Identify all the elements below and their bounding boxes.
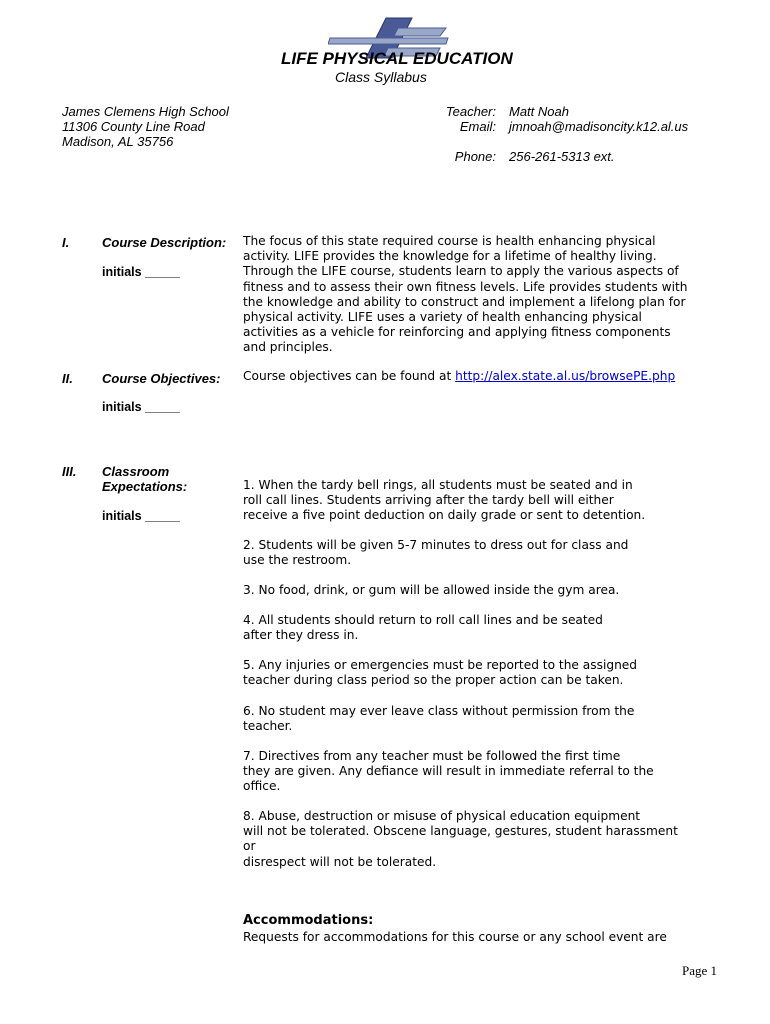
accommodations-heading: Accommodations: xyxy=(243,913,374,928)
section-3-label-line1: Classroom xyxy=(102,464,170,479)
rule-8: 8. Abuse, destruction or misuse of physical education equipment will not be tolerated. Obscene language, gestures, student harassment or disrespect will not be tolerated. xyxy=(243,809,678,869)
rule-2: 2. Students will be given 5-7 minutes to dress out for class and use the restroom. xyxy=(243,538,629,568)
school-street: 11306 County Line Road xyxy=(62,119,205,134)
teacher-name: Matt Noah xyxy=(509,104,569,119)
section-1-number: I. xyxy=(62,235,70,250)
teacher-phone: 256-261-5313 ext. xyxy=(509,149,615,164)
teacher-email: jmnoah@madisoncity.k12.al.us xyxy=(509,119,689,134)
section-1-label: Course Description: xyxy=(102,235,227,250)
school-name: James Clemens High School xyxy=(62,104,229,119)
rule-7: 7. Directives from any teacher must be followed the first time they are given. Any defiance will result in immediate referral to the office. xyxy=(243,749,654,794)
section-2-number: II. xyxy=(62,371,73,386)
course-description-text: The focus of this state required course is health enhancing physical activity. LIFE provides the knowledge for a lifetime of healthy living. Through the LIFE course, students learn to apply the various aspects of fitness and to assess their own fitness levels. Life provides students with the knowledge and ability to construct and implement a lifelong plan for physical activity. LIFE uses a variety of health enhancing physical activities as a vehicle for reinforcing and applying fitness components and principles. xyxy=(243,234,688,355)
rule-1: 1. When the tardy bell rings, all students must be seated and in roll call lines. Students arriving after the tardy bell will either receive a five point deduction on daily grade or sent to detention. xyxy=(243,478,646,523)
phone-label: Phone: xyxy=(454,149,496,164)
page-number: Page 1 xyxy=(682,963,718,978)
accommodations-text: Requests for accommodations for this course or any school event are xyxy=(243,930,667,944)
page-subtitle: Class Syllabus xyxy=(335,69,427,85)
rule-4: 4. All students should return to roll call lines and be seated after they dress in. xyxy=(243,613,603,643)
rule-6: 6. No student may ever leave class without permission from the teacher. xyxy=(243,704,635,734)
page-title: LIFE PHYSICAL EDUCATION xyxy=(281,49,513,68)
email-label: Email: xyxy=(459,119,496,134)
section-2-initials: initials _____ xyxy=(102,400,180,414)
section-3-number: III. xyxy=(62,464,77,479)
objectives-link[interactable]: http://alex.state.al.us/browsePE.php xyxy=(455,369,676,383)
section-3-initials: initials _____ xyxy=(102,509,180,523)
section-3-label-line2: Expectations: xyxy=(102,479,188,494)
school-city: Madison, AL 35756 xyxy=(62,134,174,149)
course-objectives-prefix: Course objectives can be found at xyxy=(243,369,456,383)
rule-5: 5. Any injuries or emergencies must be reported to the assigned teacher during class period so the proper action can be taken. xyxy=(243,658,638,688)
section-1-initials: initials _____ xyxy=(102,265,180,279)
course-objectives-text xyxy=(243,369,675,384)
section-2-label: Course Objectives: xyxy=(102,371,221,386)
rule-3: 3. No food, drink, or gum will be allowed inside the gym area. xyxy=(243,583,620,597)
teacher-label: Teacher: xyxy=(445,104,496,119)
